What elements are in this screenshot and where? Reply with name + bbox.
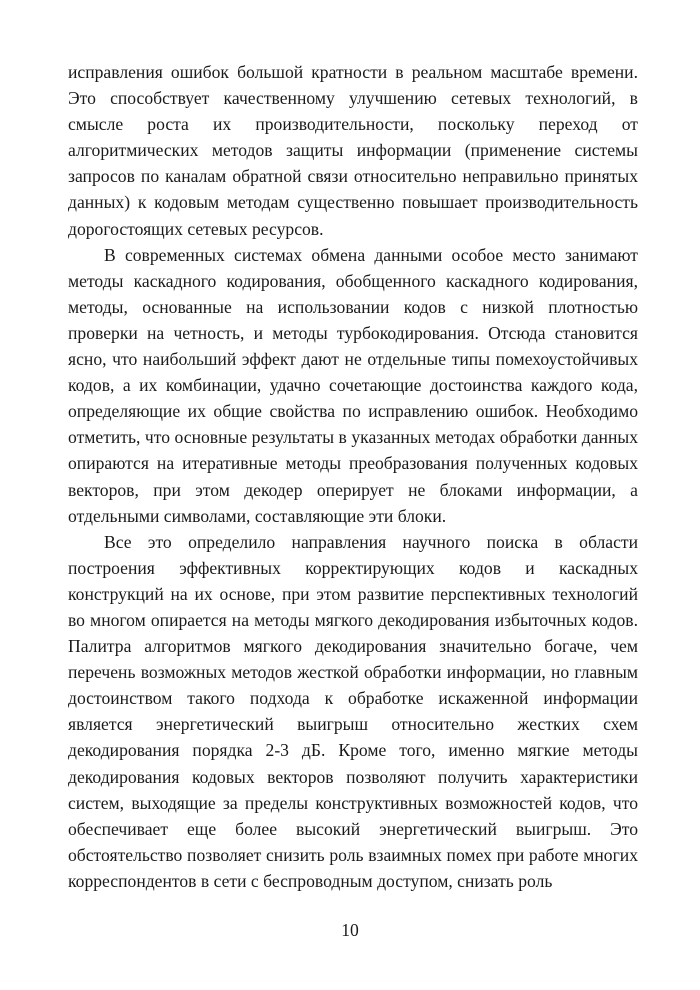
paragraph-continuation: исправления ошибок большой кратности в реальном масштабе времени. Это способствует качественному улучшению сетевых технологий, в смысле роста их производительности, поскольку переход от алгоритмических методов защиты информации (применение системы запросов по каналам обратной связи относительно неправильно принятых данных) к кодовым методам существенно повышает производительность дорогостоящих сетевых ресурсов. [68, 62, 638, 239]
paragraph-cascade-coding: В современных системах обмена данными особое место занимают методы каскадного кодирования, обобщенного каскадного кодирования, методы, основанные на использовании кодов с низкой плотностью проверки на четность, и методы турбокодирования. Отсюда становится ясно, что наибольший эффект дают не отдельные типы помехоустойчивых кодов, а их комбинации, удачно сочетающие достоинства каждого кода, определяющие их общие свойства по исправлению ошибок. Необходимо отметить, что основные результаты в указанных методах обработки данных опираются на итеративные методы преобразования полученных кодовых векторов, при этом декодер оперирует не блоками информации, а отдельными символами, составляющие эти блоки. [68, 244, 638, 526]
page-number: 10 [341, 920, 359, 940]
body-text [68, 59, 638, 894]
paragraph-soft-decoding: Все это определило направления научного поиска в области построения эффективных корректирующих кодов и каскадных конструкций на их основе, при этом развитие перспективных технологий во многом опирается на методы мягкого декодирования избыточных кодов. Палитра алгоритмов мягкого декодирования значительно богаче, чем перечень возможных методов жесткой обработки информации, но главным достоинством такого подхода к обработке искаженной информации является энергетический выигрыш относительно жестких схем декодирования порядка 2-3 дБ. Кроме того, именно мягкие методы декодирования кодовых векторов позволяют получить характеристики систем, выходящие за пределы конструктивных возможностей кодов, что обеспечивает еще более высокий энергетический выигрыш. Это обстоятельство позволяет снизить роль взаимных помех при работе многих корреспондентов в сети с беспроводным доступом, снизать роль [68, 531, 638, 891]
